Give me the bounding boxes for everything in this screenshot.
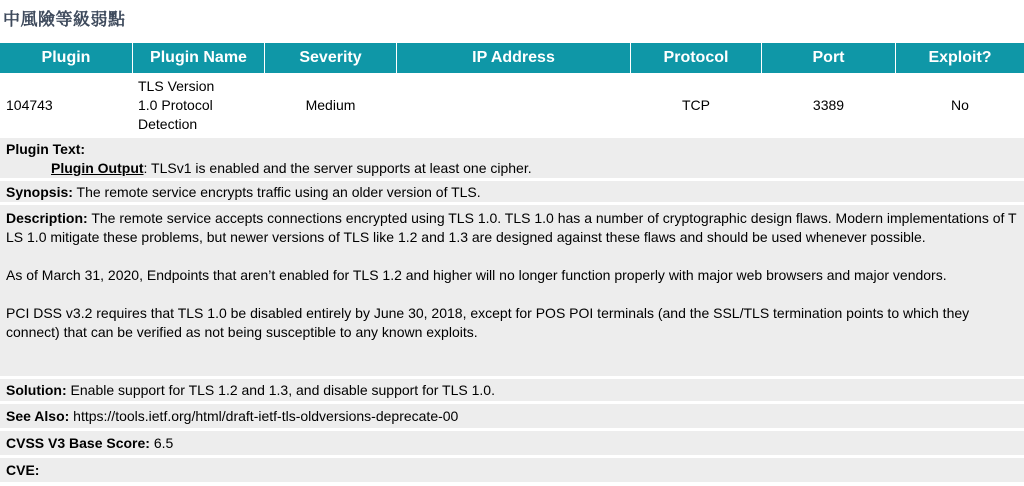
description-text: The remote service accepts connections encrypted using TLS 1.0. TLS 1.0 has a number of cryptographic design flaws. Modern implementations of TLS 1.0 mitigate these problems, but newer versions of TLS like 1.2 and 1.3 are designed against these flaws and should be used whenever possible. — [6, 210, 1017, 245]
synopsis-label: Synopsis: — [6, 184, 73, 200]
see-also-label: See Also: — [6, 408, 70, 424]
column-header-exploit: Exploit? — [896, 43, 1024, 73]
cvss-label: CVSS V3 Base Score: — [6, 435, 150, 451]
cve-label: CVE: — [6, 462, 40, 478]
cell-ip-address — [397, 74, 630, 136]
plugin-output-label: Plugin Output — [51, 160, 144, 176]
see-also-link[interactable]: https://tools.ietf.org/html/draft-ietf-tls-oldversions-deprecate-00 — [69, 408, 459, 424]
plugin-output-text: : TLSv1 is enabled and the server supports at least one cipher. — [143, 160, 532, 176]
solution-section — [0, 379, 1024, 401]
cell-port: 3389 — [812, 97, 845, 113]
plugin-name-line: TLS Version — [138, 77, 215, 94]
column-header-protocol: Protocol — [631, 43, 761, 73]
description-paragraph: As of March 31, 2020, Endpoints that aren’t enabled for TLS 1.2 and higher will no longer function properly with major web browsers and major vendors. — [6, 267, 947, 283]
plugin-name-line: 1.0 Protocol — [138, 96, 213, 113]
column-header-plugin: Plugin — [0, 43, 132, 73]
description-label: Description: — [6, 210, 88, 226]
cell-protocol: TCP — [682, 97, 710, 113]
cell-exploit: No — [951, 97, 969, 113]
page-title: 中風險等級弱點 — [3, 10, 126, 30]
synopsis-text: The remote service encrypts traffic using an older version of TLS. — [72, 184, 481, 200]
cell-plugin-name — [138, 74, 264, 136]
table-header — [0, 43, 1024, 73]
description-paragraph: PCI DSS v3.2 requires that TLS 1.0 be disabled entirely by June 30, 2018, except for POS POI terminals (and the SSL/TLS termination points to which they connect) that can be verified as not being susceptible to any known exploits. — [6, 305, 970, 340]
description-section — [0, 205, 1024, 376]
plugin-name-line: Detection — [138, 115, 198, 132]
column-header-ip-address: IP Address — [397, 43, 630, 73]
column-header-severity: Severity — [265, 43, 396, 73]
column-header-plugin-name: Plugin Name — [133, 43, 264, 73]
plugin-output-line — [6, 159, 1024, 178]
solution-text: Enable support for TLS 1.2 and 1.3, and disable support for TLS 1.0. — [66, 382, 495, 398]
cvss-section — [0, 431, 1024, 455]
see-also-section — [0, 404, 1024, 428]
synopsis-section — [0, 181, 1024, 202]
cvss-score: 6.5 — [149, 435, 174, 451]
cell-severity: Medium — [305, 97, 356, 113]
column-header-port: Port — [762, 43, 895, 73]
cve-section — [0, 458, 1024, 482]
plugin-text-section — [0, 138, 1024, 178]
table-row — [0, 74, 1024, 136]
plugin-text-label: Plugin Text: — [6, 141, 86, 157]
cell-plugin: 104743 — [6, 97, 53, 113]
solution-label: Solution: — [6, 382, 67, 398]
